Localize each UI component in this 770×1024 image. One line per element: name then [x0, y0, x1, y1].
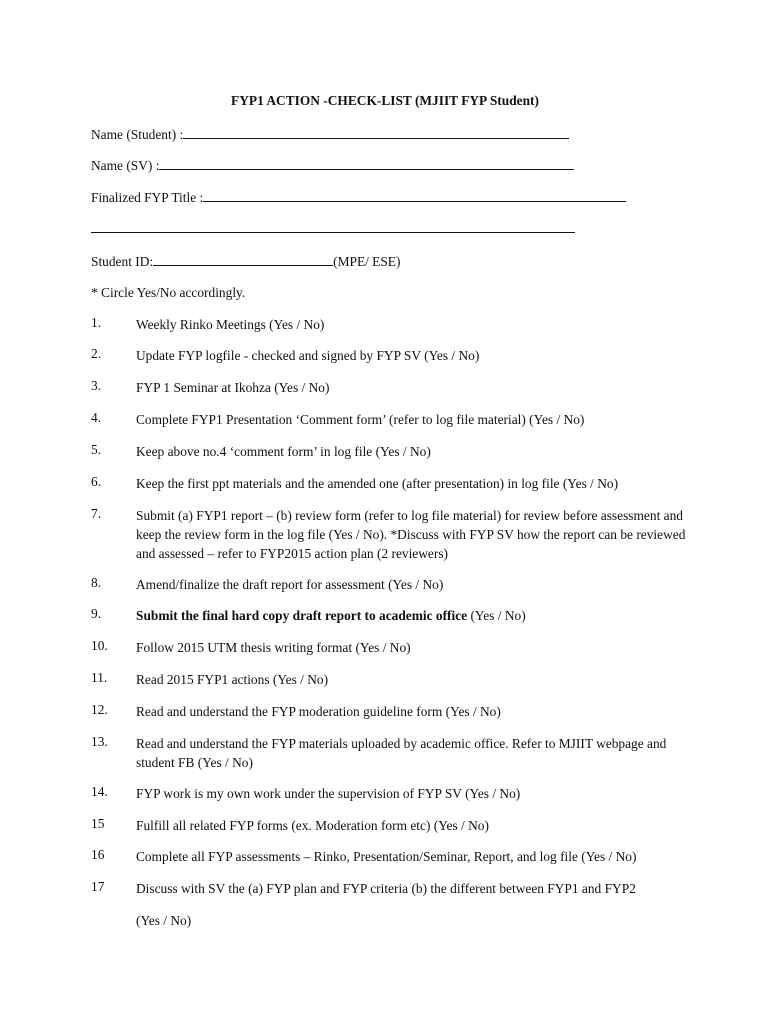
item-number: 12.: [91, 702, 108, 717]
item-bold-text: Submit the final hard copy draft report to academic office: [136, 608, 468, 623]
item-text-tail: (Yes / No): [467, 608, 526, 623]
page-title: FYP1 ACTION -CHECK-LIST (MJIIT FYP Student): [231, 93, 539, 108]
item-text: Amend/finalize the draft report for assessment (Yes / No): [136, 577, 444, 592]
sv-name-blank[interactable]: [159, 156, 574, 170]
student-name-field: [91, 125, 569, 144]
item-number: 11.: [91, 670, 108, 685]
item-text: FYP work is my own work under the supervision of FYP SV (Yes / No): [136, 786, 521, 801]
item-number: 14.: [91, 784, 108, 799]
item-number: 2.: [91, 346, 102, 361]
item-text: Read 2015 FYP1 actions (Yes / No): [136, 672, 329, 687]
student-id-label: Student ID:: [91, 254, 154, 269]
item-text: Complete FYP1 Presentation ‘Comment form’ (refer to log file material) (Yes / No): [136, 412, 585, 427]
item-number: 10.: [91, 638, 108, 653]
item-text: FYP 1 Seminar at Ikohza (Yes / No): [136, 380, 330, 395]
item-text: Fulfill all related FYP forms (ex. Moderation form etc) (Yes / No): [136, 818, 489, 833]
item-number: 4.: [91, 410, 102, 425]
fyp-title-label: Finalized FYP Title :: [91, 190, 204, 205]
item-text: Weekly Rinko Meetings (Yes / No): [136, 317, 325, 332]
item-text: Read and understand the FYP materials uploaded by academic office. Refer to MJIIT webpage and student FB (Yes / No): [136, 736, 667, 770]
item-text: Update FYP logfile - checked and signed by FYP SV (Yes / No): [136, 348, 480, 363]
item-number: 15: [91, 816, 105, 831]
item-extra-text: (Yes / No): [136, 913, 192, 928]
item-number: 13.: [91, 734, 108, 749]
item-number: 5.: [91, 442, 102, 457]
fyp-title-field-continued: [91, 219, 575, 238]
instruction: * Circle Yes/No accordingly.: [91, 285, 246, 300]
student-id-blank[interactable]: [153, 252, 333, 266]
fyp-title-blank-2[interactable]: [91, 219, 575, 233]
item-number: 3.: [91, 378, 102, 393]
item-number: 17: [91, 879, 105, 894]
item-text: Complete all FYP assessments – Rinko, Presentation/Seminar, Report, and log file (Yes / No): [136, 849, 637, 864]
item-number: 1.: [91, 315, 102, 330]
item-number: 8.: [91, 575, 102, 590]
item-text: Read and understand the FYP moderation guideline form (Yes / No): [136, 704, 501, 719]
fyp-title-blank[interactable]: [203, 188, 626, 202]
item-text: Discuss with SV the (a) FYP plan and FYP criteria (b) the different between FYP1 and FYP2: [136, 881, 636, 896]
item-number: 6.: [91, 474, 102, 489]
item-text: [136, 606, 696, 625]
item-number: 7.: [91, 506, 102, 521]
student-id-field: [91, 252, 400, 271]
student-name-label: Name (Student) :: [91, 127, 184, 142]
item-number: 16: [91, 847, 105, 862]
sv-name-label: Name (SV) :: [91, 158, 160, 173]
sv-name-field: [91, 156, 574, 175]
fyp-title-field: [91, 188, 626, 207]
student-id-suffix: (MPE/ ESE): [333, 254, 401, 269]
item-number: 9.: [91, 606, 102, 621]
item-text: Submit (a) FYP1 report – (b) review form (refer to log file material) for review before assessment and keep the review form in the log file (Yes / No). *Discuss with FYP SV how the report can be reviewed and assessed – refer to FYP2015 action plan (2 reviewers): [136, 508, 686, 561]
student-name-blank[interactable]: [183, 125, 569, 139]
item-text: Follow 2015 UTM thesis writing format (Yes / No): [136, 640, 411, 655]
item-text: Keep above no.4 ‘comment form’ in log file (Yes / No): [136, 444, 431, 459]
item-text: Keep the first ppt materials and the amended one (after presentation) in log file (Yes / No): [136, 476, 619, 491]
